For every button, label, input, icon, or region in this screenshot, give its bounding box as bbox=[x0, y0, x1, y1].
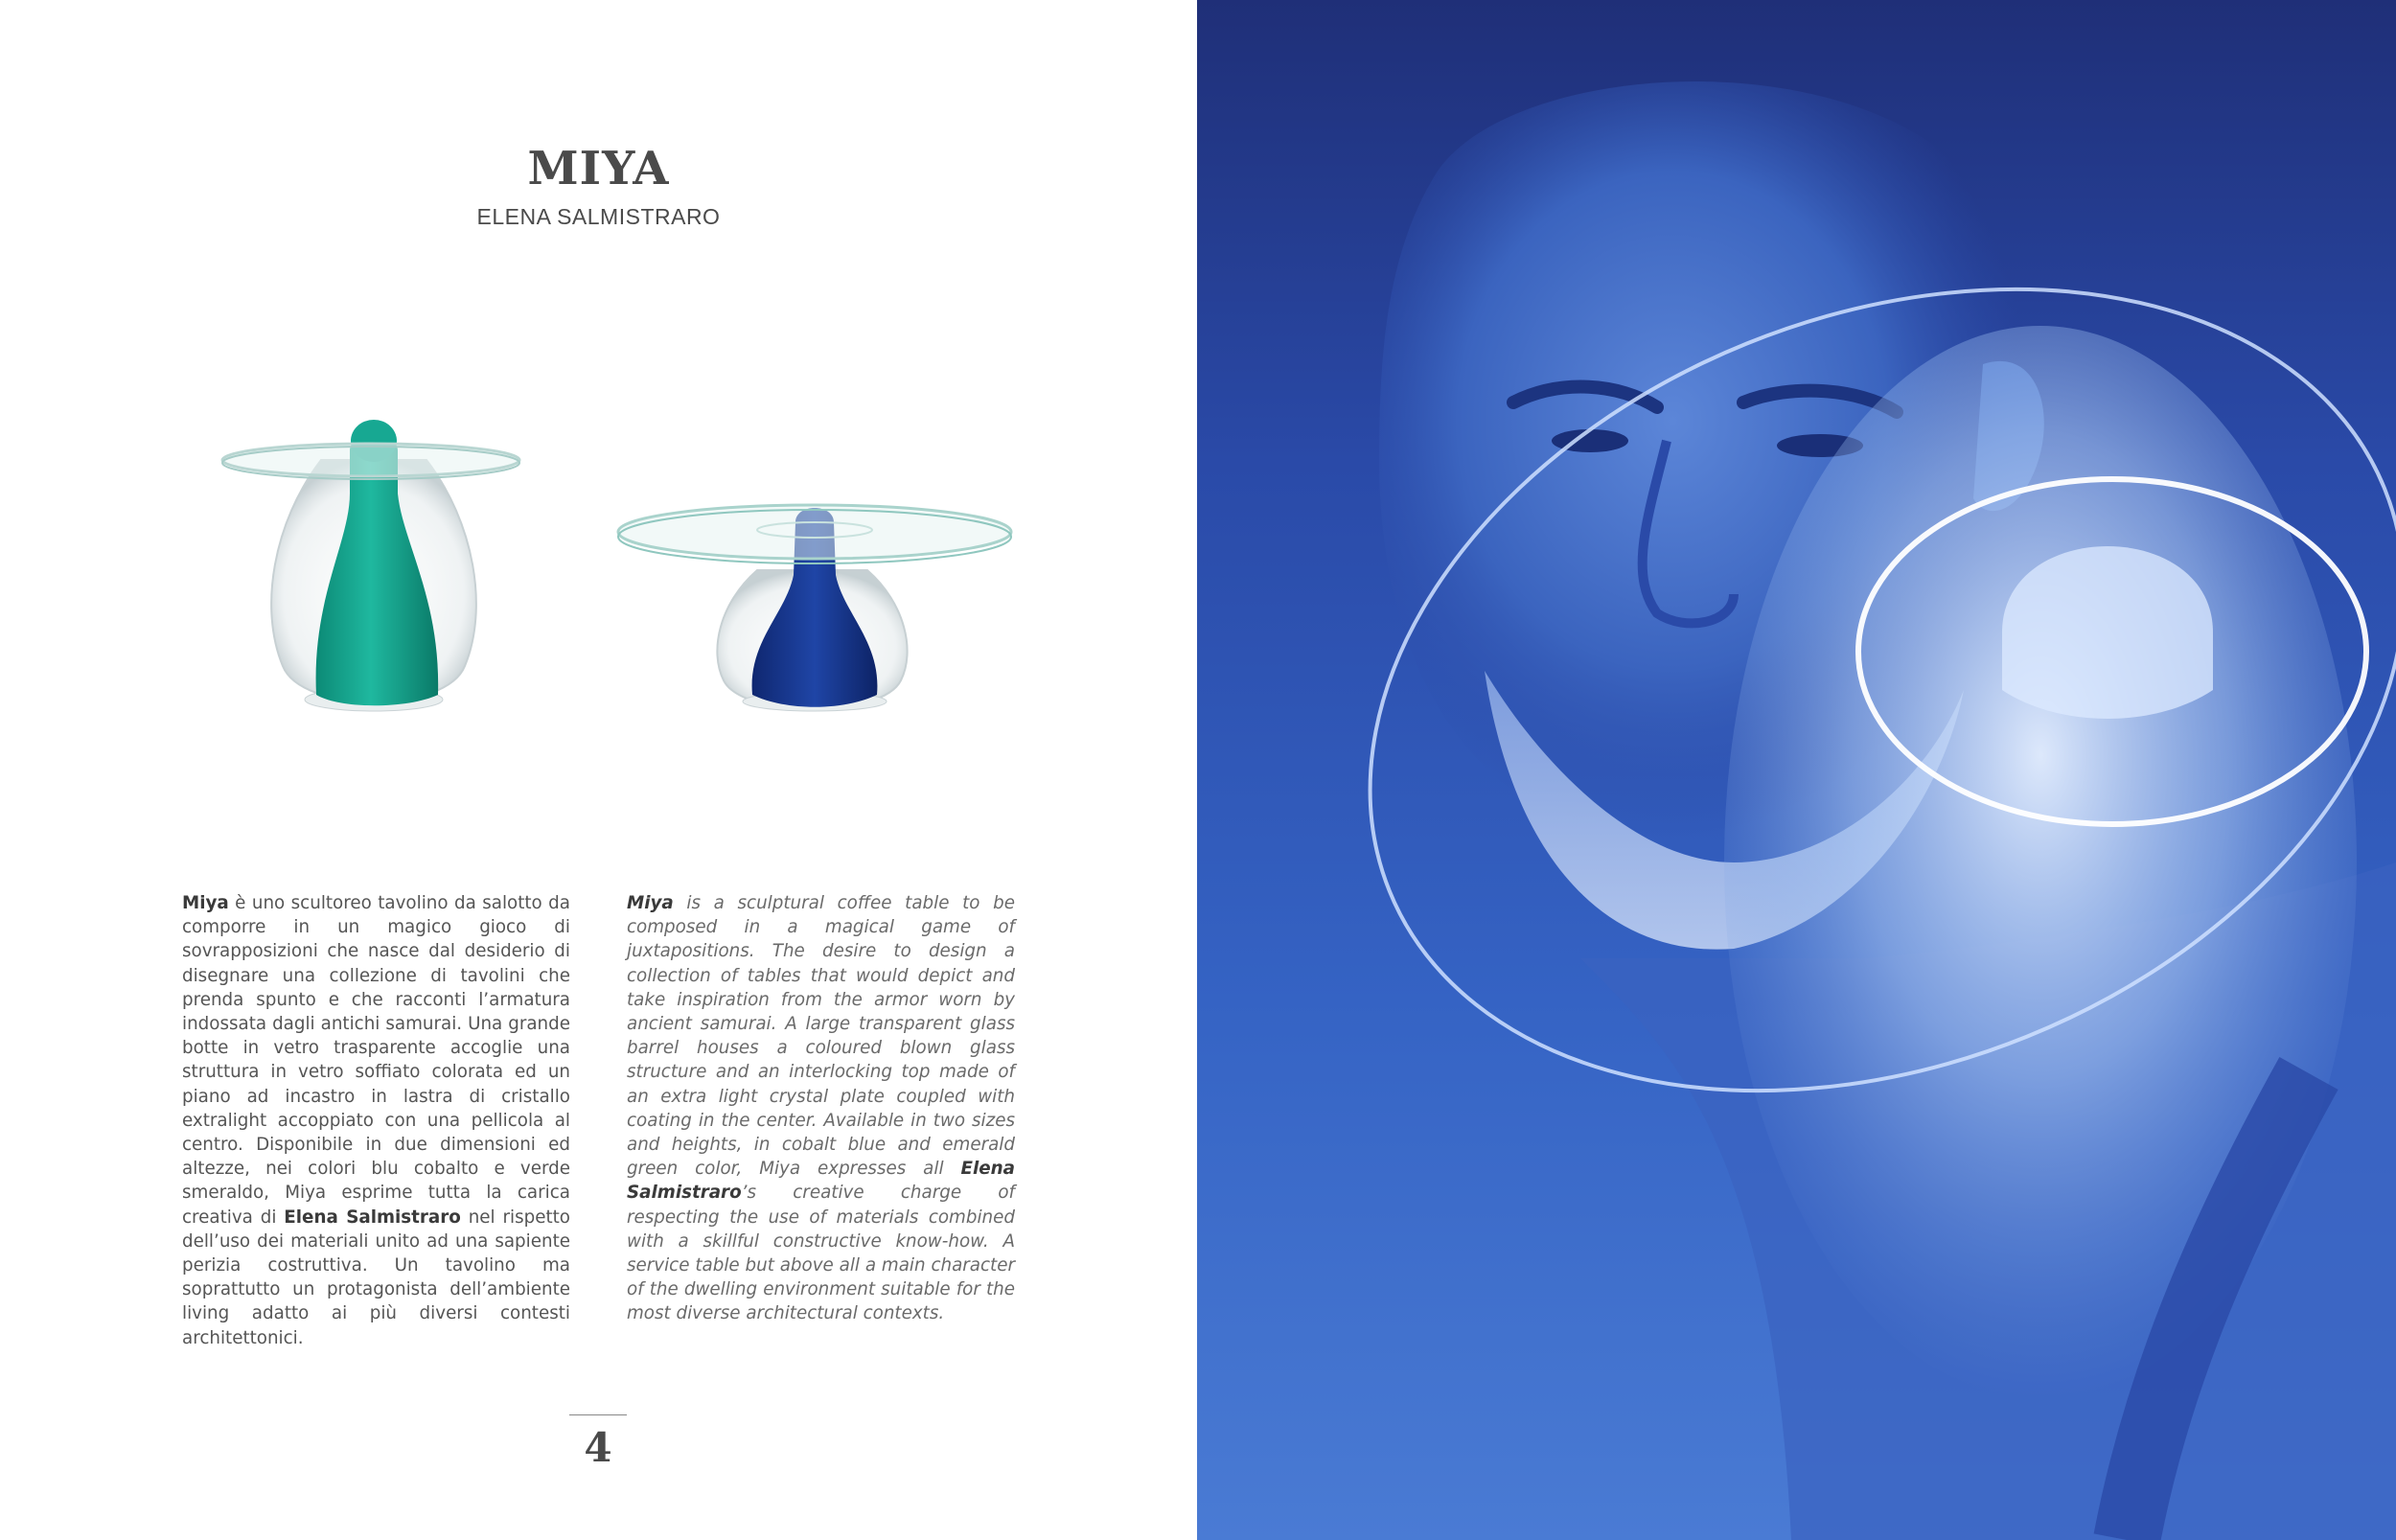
description-it-part-2: nel rispetto dell’uso dei materiali unito ad una sapiente perizia costruttiva. Un tavolino ma soprattutto un protagonista dell’ambiente living adatto ai più diversi contesti architettonici. bbox=[182, 1207, 570, 1348]
description-en-part-1: is a sculptural coffee table to be composed in a magical game of juxtapositions. The desire to design a collection of tables that would depict and take inspiration from the armor worn by ancient samurai. A large transparent glass barrel houses a coloured blown glass structure and an interlocking top made of an extra light crystal plate coupled with coating in the center. Available in two sizes and heights, in cobalt blue and emerald green color, Miya expresses all bbox=[627, 893, 1015, 1180]
lead-word-en: Miya bbox=[627, 893, 674, 913]
designer-name: ELENA SALMISTRARO bbox=[476, 204, 721, 229]
description-it-part-1: è uno scultoreo tavolino da salotto da comporre in un magico gioco di sovrapposizioni che nasce dal desiderio di disegnare una collezione di tavolini che prenda spunto e che racconti l’armatura indossata dagli antichi samurai. Una grande botte in vetro trasparente accoglie una struttura in vetro soffiato colorata ed un piano ad incastro in lastra di cristallo extralight accoppiato con una pellicola al centro. Disponibile in due dimensioni ed altezze, nei colori blu cobalto e verde smeraldo, Miya esprime tutta la carica creativa di bbox=[182, 893, 570, 1228]
lead-word-it: Miya bbox=[182, 893, 229, 913]
page-number-rule bbox=[569, 1414, 627, 1415]
product-title: MIYA bbox=[527, 142, 670, 195]
description-italian bbox=[182, 891, 570, 1350]
description-english bbox=[627, 891, 1015, 1326]
description-en-part-2: ’s creative charge of respecting the use of materials combined with a skillful constructive know-how. A service table but above all a main character of the dwelling environment suitable for the most diverse architectural contexts. bbox=[627, 1183, 1015, 1324]
miya-green-table-image bbox=[216, 407, 532, 733]
page-number: 4 bbox=[584, 1424, 612, 1471]
designer-name-it: Elena Salmistraro bbox=[284, 1207, 461, 1228]
miya-blue-table-image bbox=[613, 498, 1016, 728]
designer-portrait-photo bbox=[1197, 0, 2396, 1540]
left-page bbox=[0, 0, 1197, 1540]
portrait-illustration bbox=[1197, 0, 2396, 1540]
designer-name-en: Elena Salmistraro bbox=[627, 1159, 1015, 1204]
